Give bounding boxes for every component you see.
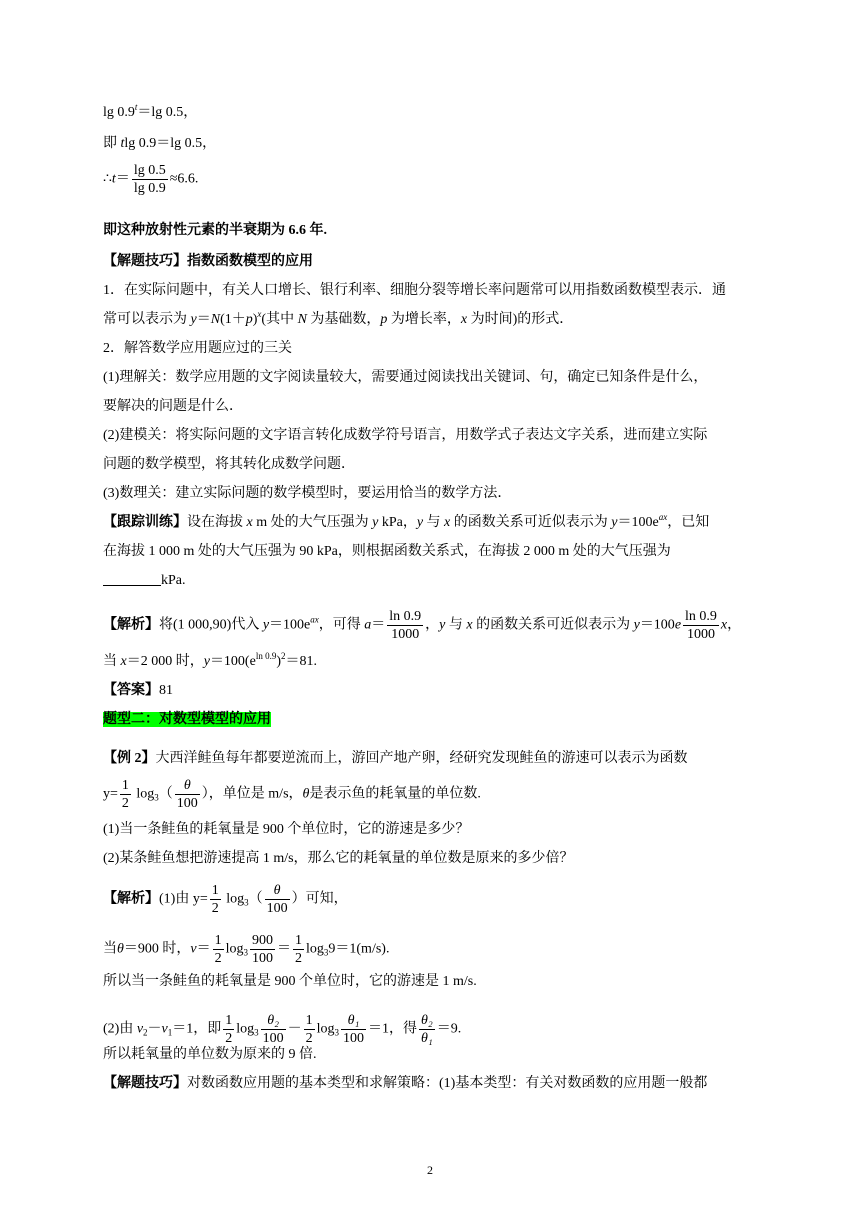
section-heading: 题型二：对数型模型的应用 [103, 712, 271, 727]
question-1: (1)当一条鲑鱼的耗氧量是 900 个单位时，它的游速是多少？ [103, 822, 470, 837]
line-lg-equation: $\lg 0.9^t=\lg$ 0.5， [103, 102, 198, 120]
fraction: $\frac{1}{2}$ [121, 778, 129, 811]
solution-2-result: 所以当一条鲑鱼的耗氧量是 900 个单位时，它的游速是 1 m/s. [103, 974, 477, 989]
tip-math: (3)数理关：建立实际问题的数学模型时，要运用恰当的数学方法． [103, 486, 512, 501]
fraction: $\frac{1}{2}$ [305, 1013, 313, 1046]
fraction: $\frac{\theta}{100}$ [266, 883, 288, 916]
question-2: (2)某条鲑鱼想把游速提高 1 m/s，那么它的耗氧量的单位数是原来的多少倍？ [103, 851, 574, 866]
tip-point-1-cont: 常可以表示为 $y=N(1+p)^x$(其中 N 为基础数，p 为增长率，x 为时间)的形式． [103, 309, 574, 327]
fraction: $\frac{1}{2}$ [211, 883, 219, 916]
fraction: $\frac{\ln 0.9}{1000}$ [389, 609, 422, 642]
tip-understand-cont: 要解决的问题是什么． [103, 399, 243, 414]
answer-blank [103, 572, 161, 586]
line-conclusion: 即这种放射性元素的半衰期为 6.6 年. [103, 223, 327, 238]
tip-point-2: 2．解答数学应用题应过的三关 [103, 341, 292, 356]
tip-understand: (1)理解关：数学应用题的文字阅读量较大，需要通过阅读找出关键词、句，确定已知条件是什么， [103, 370, 708, 385]
exercise-blank-line: kPa. [103, 571, 186, 591]
fraction: $\frac{1}{2}$ [225, 1013, 233, 1046]
tip-point-1: 1．在实际问题中，有关人口增长、银行利率、细胞分裂等增长率问题常可以用指数函数模型表示．通 [103, 283, 726, 298]
exercise-text-cont: 在海拔 1 000 m 处的大气压强为 90 kPa，则根据函数关系式，在海拔 2 000 m 处的大气压强为 [103, 544, 671, 559]
solution-2-conclusion: 所以耗氧量的单位数为原来的 9 倍. [103, 1047, 317, 1062]
solution-2-step: 当θ＝900 时，v＝ $\frac{1}{2}$ $\log_3$ $\frac{900}{100}$ ＝ $\frac{1}{2}$ $\log_39=1(m/s)$. [103, 933, 390, 966]
fraction: $\frac{\lg 0.5}{\lg 0.9}$ [133, 163, 166, 196]
tip-model: (2)建模关：将实际问题的文字语言转化成数学符号语言，用数学式子表达文字关系，进而建立实际 [103, 428, 708, 443]
tip-2-heading: 【解题技巧】对数函数应用题的基本类型和求解策略：(1)基本类型：有关对数函数的应用题一般都 [103, 1076, 708, 1091]
fraction: $\frac{\text{θ₁}}{100}$ [343, 1013, 365, 1046]
fraction: $\frac{900}{100}$ [252, 933, 273, 966]
tip-model-cont: 问题的数学模型，将其转化成数学问题． [103, 457, 355, 472]
answer-line: 【答案】81 [103, 683, 173, 698]
solution-line: 【解析】将(1 000,90)代入 $y=100e^{ax}$，可得 a＝ $\frac{\ln 0.9}{1000}$ ，y 与 x 的函数关系可近似表示为 y＝100e $\frac{\ln 0.9}{1000}$ x， [103, 609, 742, 642]
tip-heading: 【解题技巧】指数函数模型的应用 [103, 254, 313, 269]
fraction: $\frac{\ln 0.9}{1000}$ [685, 609, 717, 642]
fraction: $\frac{1}{2}$ [214, 933, 222, 966]
line-t-result: ∴t＝ $\frac{\lg 0.5}{\lg 0.9}$ ≈6.6. [103, 163, 199, 196]
exercise-text: 【跟踪训练】设在海拔 x m 处的大气压强为 y kPa，y 与 x 的函数关系可近似表示为 $y=100e^{ax}$，已知 [103, 512, 710, 530]
page-number: 2 [427, 1163, 433, 1177]
fraction: $\frac{\theta}{100}$ [176, 778, 198, 811]
solution-line-2: 当 x＝2 000 时，$y=100(e^{ln 0.9})^2=81$. [103, 651, 318, 669]
solution-2-intro: 【解析】(1)由 y= $\frac{1}{2}$ $\log_3$（ $\frac{\theta}{100}$ ）可知， [103, 883, 348, 916]
fraction: $\frac{\text{θ₂}}{100}$ [262, 1013, 284, 1046]
solution-2-part2: (2)由 $v_2-v_1=1$，即 $\frac{1}{2}$ $\log_3$ $\frac{\text{θ₂}}{100}$ － $\frac{1}{2}$ $\log_3$ $\frac{\text{θ₁}}{100}$ ＝1，得 $\frac{\text{θ₂}}{\text{θ₁}}$ ＝9. [103, 1013, 462, 1046]
line-t-equation: 即 tlg 0.9＝lg 0.5， [103, 136, 217, 151]
example-2-formula: y= $\frac{1}{2}$ $\log_3$（ $\frac{\theta}{100}$ ），单位是 m/s，θ是表示鱼的耗氧量的单位数. [103, 778, 481, 811]
fraction: $\frac{1}{2}$ [295, 933, 302, 966]
example-2-text: 【例 2】大西洋鲑鱼每年都要逆流而上，游回产地产卵，经研究发现鲑鱼的游速可以表示为函数 [103, 751, 688, 766]
fraction: $\frac{\text{θ₂}}{\text{θ₁}}$ [421, 1013, 433, 1046]
